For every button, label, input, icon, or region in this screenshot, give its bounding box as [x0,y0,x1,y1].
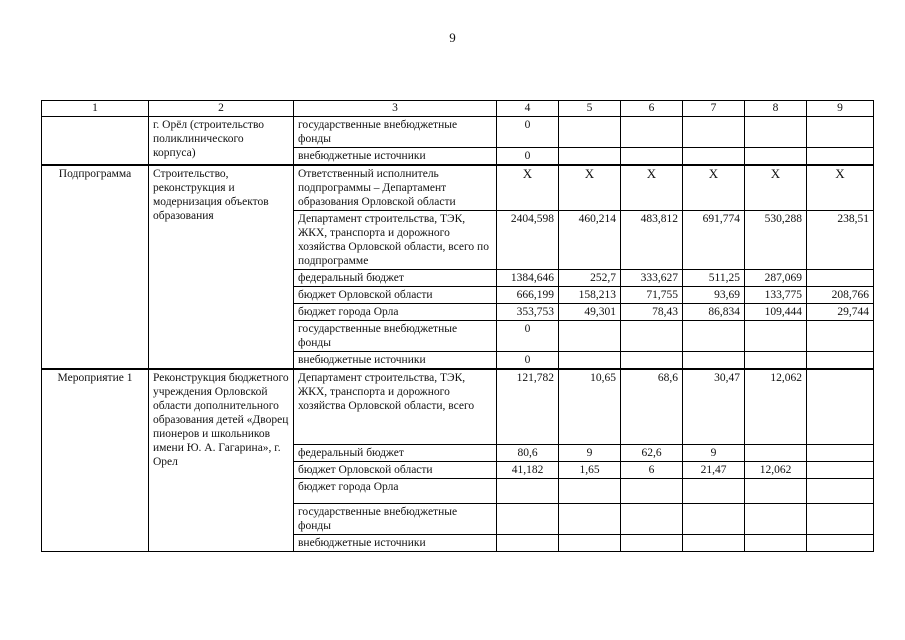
cell-value [807,117,874,148]
header-cell: 3 [294,101,497,117]
cell-value: 460,214 [559,211,621,270]
cell-x: X [807,165,874,211]
cell-empty [42,117,149,166]
cell-value [497,479,559,504]
cell-value: 208,766 [807,287,874,304]
cell-value: 78,43 [621,304,683,321]
cell-value: 30,47 [683,369,745,445]
cell-value [807,148,874,166]
cell-source: государственные внебюджетные фонды [294,117,497,148]
cell-source: государственные внебюджетные фонды [294,504,497,535]
cell-value [559,352,621,370]
cell-value: 0 [497,117,559,148]
cell-value [559,535,621,552]
cell-value [745,352,807,370]
cell-type: Подпрограмма [42,165,149,369]
cell-value: 71,755 [621,287,683,304]
cell-source: внебюджетные источники [294,148,497,166]
table-row [42,117,874,148]
cell-value [683,479,745,504]
cell-source: бюджет города Орла [294,304,497,321]
cell-value: 691,774 [683,211,745,270]
cell-value: 0 [497,148,559,166]
cell-value: 80,6 [497,445,559,462]
cell-value [807,369,874,445]
cell-x: X [497,165,559,211]
cell-source: Департамент строительства, ТЭК, ЖКХ, транспорта и дорожного хозяйства Орловской области, всего [294,369,497,445]
cell-x: X [745,165,807,211]
cell-value [807,352,874,370]
cell-value: 666,199 [497,287,559,304]
cell-value: 49,301 [559,304,621,321]
header-row [42,101,874,117]
cell-value [745,504,807,535]
cell-responsible: Ответственный исполнитель подпрограммы – Департамент образования Орловской области [294,165,497,211]
cell-value [683,504,745,535]
cell-value: 62,6 [621,445,683,462]
cell-source: бюджет Орловской области [294,462,497,479]
table-row [42,165,874,211]
cell-value [745,445,807,462]
header-cell: 2 [149,101,294,117]
cell-value: 21,47 [683,462,745,479]
cell-value [621,479,683,504]
cell-value [745,535,807,552]
cell-value: 41,182 [497,462,559,479]
cell-object: г. Орёл (строительство поликлинического корпуса) [149,117,294,166]
cell-value [559,504,621,535]
cell-value: 9 [559,445,621,462]
cell-source: Департамент строительства, ТЭК, ЖКХ, транспорта и дорожного хозяйства Орловской области, всего по подпрограмме [294,211,497,270]
cell-value [683,148,745,166]
cell-value [621,535,683,552]
cell-value [807,479,874,504]
header-cell: 7 [683,101,745,117]
header-cell: 4 [497,101,559,117]
cell-value [745,321,807,352]
cell-value [559,321,621,352]
cell-value [621,504,683,535]
header-cell: 6 [621,101,683,117]
cell-value [807,445,874,462]
page-number: 9 [449,30,456,45]
cell-object: Реконструкция бюджетного учреждения Орловской области дополнительного образования детей «Дворец пионеров и школьников имени Ю. А. Гагарина», г. Орел [149,369,294,552]
cell-value [745,117,807,148]
cell-value [559,117,621,148]
cell-value [621,321,683,352]
cell-source: бюджет Орловской области [294,287,497,304]
cell-value [621,148,683,166]
cell-value: 29,744 [807,304,874,321]
cell-value: 109,444 [745,304,807,321]
cell-value [807,321,874,352]
cell-value [745,148,807,166]
cell-value [807,270,874,287]
cell-source: федеральный бюджет [294,270,497,287]
cell-value [621,352,683,370]
cell-value: 1,65 [559,462,621,479]
cell-object: Строительство, реконструкция и модернизация объектов образования [149,165,294,369]
cell-value: 483,812 [621,211,683,270]
cell-value [683,321,745,352]
cell-value: 2404,598 [497,211,559,270]
cell-source: государственные внебюджетные фонды [294,321,497,352]
header-cell: 5 [559,101,621,117]
cell-value: 511,25 [683,270,745,287]
budget-table [41,100,874,552]
cell-source: внебюджетные источники [294,352,497,370]
cell-value [683,352,745,370]
cell-value: 86,834 [683,304,745,321]
cell-value [683,117,745,148]
cell-value: 1384,646 [497,270,559,287]
cell-type: Мероприятие 1 [42,369,149,552]
cell-value: 68,6 [621,369,683,445]
cell-value: 10,65 [559,369,621,445]
cell-value [807,504,874,535]
cell-value: 133,775 [745,287,807,304]
cell-value: 252,7 [559,270,621,287]
cell-x: X [683,165,745,211]
cell-value: 6 [621,462,683,479]
cell-source: внебюджетные источники [294,535,497,552]
cell-source: федеральный бюджет [294,445,497,462]
cell-source: бюджет города Орла [294,479,497,504]
cell-value: 93,69 [683,287,745,304]
cell-value: 530,288 [745,211,807,270]
cell-value: 12,062 [745,369,807,445]
cell-value: 353,753 [497,304,559,321]
header-cell: 8 [745,101,807,117]
cell-value [807,462,874,479]
cell-value [559,148,621,166]
cell-value: 238,51 [807,211,874,270]
table-row [42,369,874,445]
cell-value [745,479,807,504]
cell-value: 333,627 [621,270,683,287]
cell-x: X [559,165,621,211]
header-cell: 9 [807,101,874,117]
cell-value: 0 [497,352,559,370]
cell-value: 121,782 [497,369,559,445]
cell-value [807,535,874,552]
cell-value: 158,213 [559,287,621,304]
cell-value: 12,062 [745,462,807,479]
cell-value [559,479,621,504]
cell-value: 0 [497,321,559,352]
header-cell: 1 [42,101,149,117]
cell-value: 9 [683,445,745,462]
cell-value: 287,069 [745,270,807,287]
cell-value [621,117,683,148]
cell-value [497,504,559,535]
cell-value [683,535,745,552]
cell-x: X [621,165,683,211]
cell-value [497,535,559,552]
